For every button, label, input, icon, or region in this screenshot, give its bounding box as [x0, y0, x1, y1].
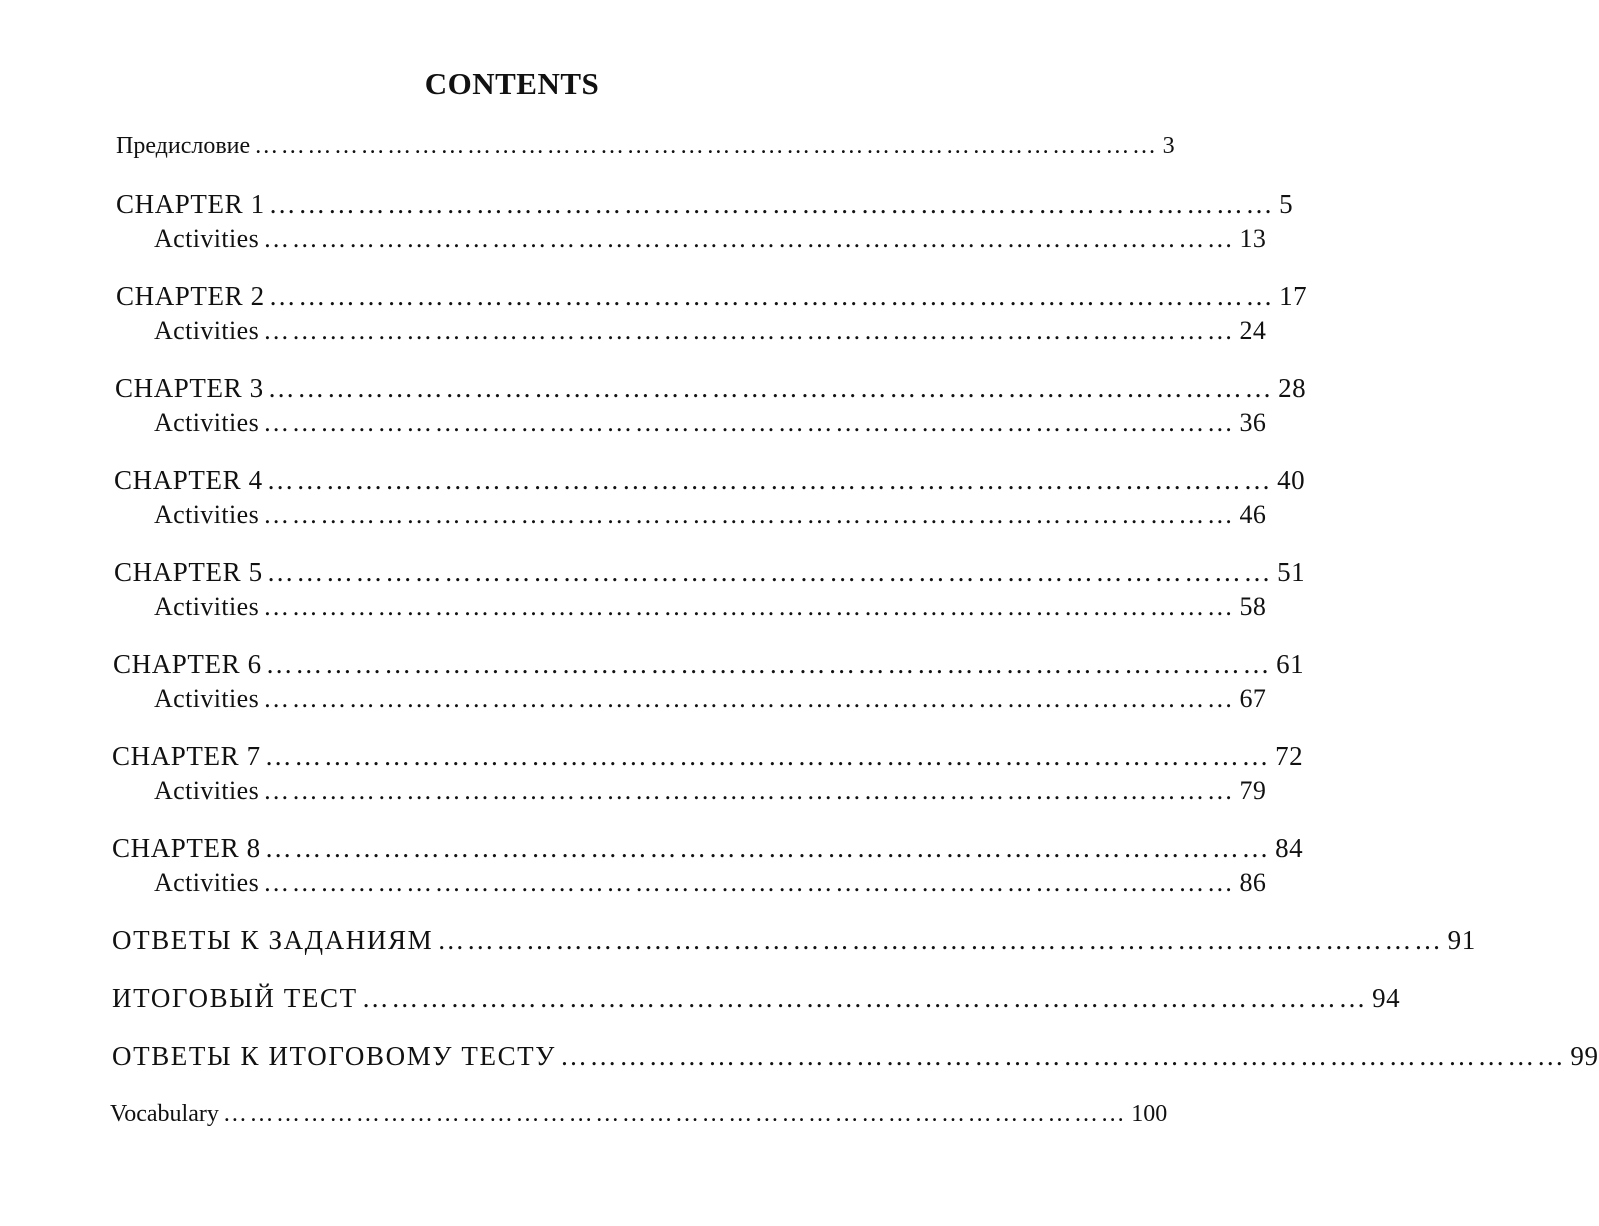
toc-page-number: 100: [1131, 1101, 1168, 1127]
toc-page-number: 13: [1239, 224, 1267, 253]
toc-page-number: 40: [1277, 465, 1306, 495]
toc-entry-label: CHAPTER 2: [116, 281, 265, 311]
toc-entry-chapter-1[interactable]: [116, 189, 1294, 220]
toc-entry-chapter-3[interactable]: [115, 373, 1307, 404]
toc-entry-chapter-1-activities[interactable]: [154, 224, 1267, 254]
toc-entry-label: Activities: [154, 684, 260, 713]
toc-entry-label: ОТВЕТЫ К ЗАДАНИЯМ: [112, 925, 434, 955]
toc-page-number: 17: [1279, 281, 1308, 311]
toc-entry-preface[interactable]: [116, 133, 1175, 160]
toc-page-number: 86: [1239, 868, 1267, 897]
toc-entry-label: Vocabulary: [110, 1101, 219, 1127]
toc-entry-label: Activities: [154, 776, 260, 805]
toc-leader-dots: …………………………………………………………………………………………: [265, 649, 1273, 679]
toc-entry-label: Activities: [154, 500, 260, 529]
toc-entry-label: CHAPTER 7: [112, 741, 261, 771]
toc-entry-label: Предисловие: [116, 133, 251, 159]
toc-entry-chapter-4-activities[interactable]: [154, 500, 1267, 530]
toc-entry-final-test[interactable]: [112, 983, 1401, 1014]
toc-page-number: 61: [1276, 649, 1305, 679]
toc-leader-dots: …………………………………………………………………………………………: [264, 741, 1272, 771]
toc-page-number: 99: [1570, 1041, 1599, 1071]
toc-entry-label: CHAPTER 6: [113, 649, 262, 679]
toc-entry-vocabulary[interactable]: [110, 1101, 1168, 1128]
toc-entry-label: CHAPTER 4: [114, 465, 263, 495]
toc-leader-dots: …………………………………………………………………………………………: [263, 224, 1236, 253]
toc-entry-chapter-4[interactable]: [114, 465, 1306, 496]
toc-leader-dots: …………………………………………………………………………………………: [263, 592, 1236, 621]
toc-page-number: 58: [1239, 592, 1267, 621]
toc-entry-label: ОТВЕТЫ К ИТОГОВОМУ ТЕСТУ: [112, 1041, 556, 1071]
toc-page-number: 51: [1277, 557, 1306, 587]
toc-leader-dots: …………………………………………………………………………………………: [254, 133, 1159, 159]
toc-leader-dots: …………………………………………………………………………………………: [263, 500, 1236, 529]
toc-entry-label: CHAPTER 3: [115, 373, 264, 403]
toc-leader-dots: …………………………………………………………………………………………: [263, 684, 1236, 713]
toc-page-number: 24: [1239, 316, 1267, 345]
toc-entry-chapter-2-activities[interactable]: [154, 316, 1267, 346]
toc-entry-label: Activities: [154, 592, 260, 621]
toc-leader-dots: …………………………………………………………………………………………: [437, 925, 1444, 955]
toc-leader-dots: …………………………………………………………………………………………: [222, 1101, 1128, 1127]
toc-leader-dots: …………………………………………………………………………………………: [263, 868, 1236, 897]
toc-entry-label: CHAPTER 1: [116, 189, 265, 219]
toc-entry-chapter-7[interactable]: [112, 741, 1304, 772]
toc-page-number: 67: [1239, 684, 1267, 713]
toc-page-number: 36: [1239, 408, 1267, 437]
toc-leader-dots: …………………………………………………………………………………………: [263, 408, 1236, 437]
toc-leader-dots: …………………………………………………………………………………………: [268, 281, 1276, 311]
toc-page-number: 72: [1275, 741, 1304, 771]
toc-entry-label: CHAPTER 5: [114, 557, 263, 587]
toc-entry-chapter-6-activities[interactable]: [154, 684, 1267, 714]
toc-entry-label: CHAPTER 8: [112, 833, 261, 863]
toc-leader-dots: …………………………………………………………………………………………: [266, 557, 1274, 587]
toc-leader-dots: …………………………………………………………………………………………: [264, 833, 1272, 863]
toc-page-number: 5: [1279, 189, 1294, 219]
toc-entry-chapter-2[interactable]: [116, 281, 1308, 312]
toc-page-number: 46: [1239, 500, 1267, 529]
toc-entry-chapter-8-activities[interactable]: [154, 868, 1267, 898]
toc-page-number: 3: [1162, 133, 1175, 159]
toc-leader-dots: …………………………………………………………………………………………: [560, 1041, 1567, 1071]
toc-entry-final-test-answers[interactable]: [112, 1041, 1599, 1072]
toc-entry-answers[interactable]: [112, 925, 1476, 956]
toc-entry-chapter-8[interactable]: [112, 833, 1304, 864]
toc-page-number: 84: [1275, 833, 1304, 863]
toc-leader-dots: …………………………………………………………………………………………: [361, 983, 1369, 1013]
toc-entry-label: ИТОГОВЫЙ ТЕСТ: [112, 983, 358, 1013]
toc-entry-label: Activities: [154, 408, 260, 437]
toc-leader-dots: …………………………………………………………………………………………: [266, 465, 1274, 495]
toc-entry-label: Activities: [154, 316, 260, 345]
toc-page-number: 79: [1239, 776, 1267, 805]
toc-entry-label: Activities: [154, 868, 260, 897]
toc-entry-chapter-5-activities[interactable]: [154, 592, 1267, 622]
toc-entry-chapter-7-activities[interactable]: [154, 776, 1267, 806]
toc-page-number: 28: [1278, 373, 1307, 403]
toc-leader-dots: …………………………………………………………………………………………: [268, 189, 1276, 219]
toc-page-number: 94: [1372, 983, 1401, 1013]
toc-leader-dots: …………………………………………………………………………………………: [263, 776, 1236, 805]
toc-entry-chapter-3-activities[interactable]: [154, 408, 1267, 438]
toc-entry-label: Activities: [154, 224, 260, 253]
toc-entry-chapter-6[interactable]: [113, 649, 1305, 680]
page-title: CONTENTS: [424, 66, 600, 101]
toc-leader-dots: …………………………………………………………………………………………: [267, 373, 1275, 403]
toc-leader-dots: …………………………………………………………………………………………: [263, 316, 1236, 345]
toc-page-number: 91: [1447, 925, 1476, 955]
toc-entry-chapter-5[interactable]: [114, 557, 1306, 588]
